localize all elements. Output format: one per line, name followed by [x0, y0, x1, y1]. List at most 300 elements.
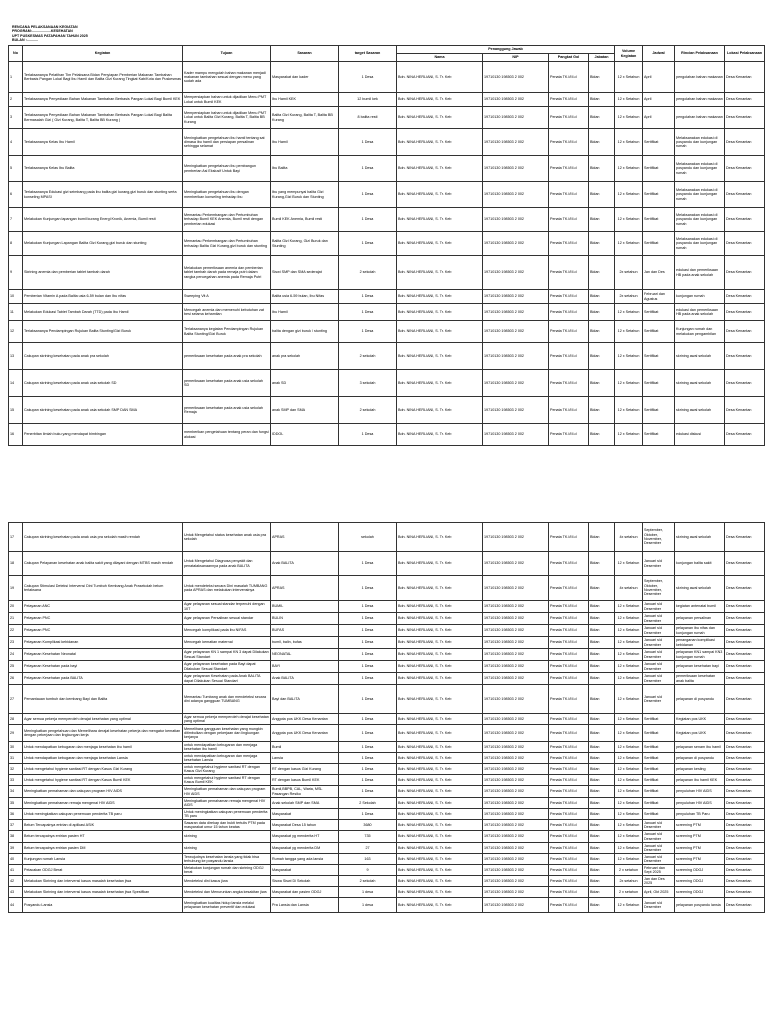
cell-kegiatan: Belum tercapainya entrian pasien DM [23, 843, 183, 854]
cell-no: 9 [9, 256, 23, 290]
cell-rincian: skrining awal sekolah [675, 523, 725, 552]
cell-no: 39 [9, 843, 23, 854]
cell-rincian: pelayanan KN1 sampai KN3 kunjungan rumah [675, 649, 725, 661]
cell-rincian: penyuluhan HIV AIDS [675, 798, 725, 809]
cell-jadwal: Januari s/d Desember [643, 601, 675, 613]
cell-target: 1 Desa [339, 232, 397, 256]
table-row [9, 62, 765, 93]
cell-nama: Bdn. NINA HERLIANI, S. Tr. Keb [397, 613, 483, 625]
cell-jadwal: Sertifikat [643, 304, 675, 321]
cell-nip: 19710130 198503 2 002 [483, 613, 549, 625]
cell-volume: 12 x Setahun [615, 753, 643, 764]
cell-jabatan: Bidan [589, 742, 615, 753]
cell-target: 2 sekolah [339, 397, 397, 424]
cell-jadwal: Januari s/d Desember [643, 843, 675, 854]
cell-tujuan: Kader mampu mengolah bahan makanan menjadi makanan tambahan sesuai dengan menu yang sudah ada [183, 62, 271, 93]
cell-kegiatan: Untuk mengetahui hygiene sanitasi RT dengan Kasus Bumil KEK [23, 775, 183, 786]
cell-tujuan: untuk mengetahui hygiene sanitasi RT dengan Kasus Gizi Kurang [183, 764, 271, 775]
cell-nip: 19710130 198503 2 002 [483, 775, 549, 786]
cell-target: 1 Desa [339, 156, 397, 182]
cell-jadwal: Sertifikat [643, 764, 675, 775]
table-row [9, 523, 765, 552]
cell-jadwal: Sertifikat [643, 208, 675, 232]
table-row [9, 649, 765, 661]
cell-rincian: Melaksanakan edukasi di posyandu dan kunjungan rumah [675, 208, 725, 232]
cell-kegiatan: Cakupan Pelayanan kesehatan anak balita sakit yang dilayani dengan MTBS masih rendah [23, 552, 183, 576]
cell-nip: 19710130 198503 2 002 [483, 649, 549, 661]
cell-sasaran: Anak BALITA [271, 673, 339, 685]
cell-no: 23 [9, 637, 23, 649]
cell-lokasi: Desa Kenantan [725, 290, 765, 304]
cell-target: 735 [339, 831, 397, 843]
cell-tujuan: Melakukan pemeriksaan anemia dan pemberian tablet tambah darah pada remaja putri dalam rangka pencegahan anemia pada Remaja Putri [183, 256, 271, 290]
cell-volume: 4x setahun [615, 576, 643, 601]
cell-sasaran: Pra Lansia dan Lansia [271, 898, 339, 913]
cell-pangkat: Penata TK.I/III.d [549, 831, 589, 843]
cell-no: 29 [9, 725, 23, 742]
cell-no: 40 [9, 854, 23, 865]
col-tujuan: Tujuan [183, 46, 271, 62]
cell-rincian: pemeriksaan kesehatan anak balita [675, 673, 725, 685]
cell-jadwal: April [643, 62, 675, 93]
cell-lokasi: Desa Kenantan [725, 601, 765, 613]
cell-jadwal: Januari s/d Desember [643, 898, 675, 913]
cell-kegiatan: Cakupan Stimulasi Deteksi Intervensi Dini Tumbuh Kembang Anak Prasekolah belum terlaksana [23, 576, 183, 601]
cell-jabatan: Bidan [589, 256, 615, 290]
cell-target: 1 Desa [339, 321, 397, 343]
cell-rincian: pengolahan bahan makanan [675, 93, 725, 107]
cell-kegiatan: Terlaksananya Pendampingan Rujukan Balita Stunting/Gizi Buruk [23, 321, 183, 343]
col-kegiatan: Kegiatan [23, 46, 183, 62]
cell-jabatan: Bidan [589, 865, 615, 876]
cell-pangkat: Penata TK.I/III.d [549, 156, 589, 182]
col-target: target Sasaran [339, 46, 397, 62]
cell-jadwal: Sertifikat [643, 725, 675, 742]
cell-sasaran: Balita Gizi Kurang, Balita T, Balita BB Kurang [271, 107, 339, 129]
cell-jadwal: Januari s/d Desember [643, 649, 675, 661]
cell-pangkat: Penata TK.I/III.d [549, 424, 589, 446]
document-header [12, 25, 88, 43]
cell-nama: Bdn. NINA HERLIANI, S. Tr. Keb [397, 625, 483, 637]
cell-nama: Bdn. NINA HERLIANI, S. Tr. Keb [397, 256, 483, 290]
cell-jabatan: Bidan [589, 93, 615, 107]
cell-pangkat: Penata TK.I/III.d [549, 742, 589, 753]
cell-lokasi: Desa Kenantan [725, 876, 765, 887]
cell-jabatan: Bidan [589, 129, 615, 156]
cell-nip: 19710130 198503 2 002 [483, 854, 549, 865]
cell-target: 1 Desa [339, 601, 397, 613]
cell-nama: Bdn. NINA HERLIANI, S. Tr. Keb [397, 232, 483, 256]
cell-volume: 12 x Setahun [615, 898, 643, 913]
cell-target: 1 Desa [339, 786, 397, 798]
cell-target: 2 sekolah [339, 343, 397, 370]
cell-volume: 12 x Setahun [615, 613, 643, 625]
cell-target: 1 Desa [339, 290, 397, 304]
cell-tujuan: Agar pelayanan Persalinan sesuai standar [183, 613, 271, 625]
cell-tujuan: Sweeping Vit A [183, 290, 271, 304]
cell-volume: 2 x setahun [615, 865, 643, 876]
cell-nama: Bdn. NINA HERLIANI, S. Tr. Keb [397, 865, 483, 876]
cell-rincian: pelayanan senam ibu hamil [675, 742, 725, 753]
cell-kegiatan: Terlaksananya Penyediaan Bahan Makanan Tambahan Berbasis Pangan Lokal Bagi Balita Bermasalah Gizi ( Gizi Kurang, Balita T, Balita BB Kurang ) [23, 107, 183, 129]
cell-pangkat: Penata TK.I/III.d [549, 865, 589, 876]
cell-jabatan: Bidan [589, 714, 615, 725]
cell-kegiatan: Meningkatkan pemahaman remaja mengenai HIV AIDS [23, 798, 183, 809]
cell-kegiatan: Pelayanan PNC [23, 613, 183, 625]
cell-nip: 19710130 198503 2 002 [483, 742, 549, 753]
cell-nip: 19710130 198503 2 002 [483, 898, 549, 913]
cell-lokasi: Desa Kenantan [725, 625, 765, 637]
cell-pangkat: Penata TK.I/III.d [549, 304, 589, 321]
cell-kegiatan: Untuk meningkatkan cakupan penemuan penderita TB paru [23, 809, 183, 820]
cell-jabatan: Bidan [589, 843, 615, 854]
cell-target: 8 balita resti [339, 107, 397, 129]
cell-rincian: screening PTM [675, 854, 725, 865]
cell-target: 1 Desa [339, 576, 397, 601]
cell-sasaran: RT dengan kasus Bumil KEK [271, 775, 339, 786]
cell-tujuan: Terlaksananya kegiatan Pendampingan Rujukan Balita Stunting/Gizi Buruk [183, 321, 271, 343]
cell-no: 1 [9, 62, 23, 93]
cell-no: 18 [9, 552, 23, 576]
cell-pangkat: Penata TK.I/III.d [549, 887, 589, 898]
cell-nip: 19710130 198503 2 002 [483, 107, 549, 129]
cell-nip: 19710130 198503 2 002 [483, 798, 549, 809]
table-row [9, 290, 765, 304]
cell-jadwal: April [643, 107, 675, 129]
cell-nama: Bdn. NINA HERLIANI, S. Tr. Keb [397, 129, 483, 156]
cell-rincian: screening ODGJ [675, 865, 725, 876]
cell-jabatan: Bidan [589, 685, 615, 714]
cell-nip: 19710130 198503 2 002 [483, 843, 549, 854]
cell-rincian: pelayanan kesling [675, 764, 725, 775]
cell-lokasi: Desa Kenantan [725, 343, 765, 370]
cell-nama: Bdn. NINA HERLIANI, S. Tr. Keb [397, 208, 483, 232]
cell-sasaran: APRAS [271, 576, 339, 601]
cell-rincian: screening PTM [675, 843, 725, 854]
cell-jadwal: Januari s/d Desember [643, 613, 675, 625]
cell-volume: 2x setahun [615, 876, 643, 887]
cell-rincian: screening PTM [675, 831, 725, 843]
cell-pangkat: Penata TK.I/III.d [549, 232, 589, 256]
cell-tujuan: Memantau Tumbang anak dan mendeteksi secara dini adanya gangguan TUMBANG [183, 685, 271, 714]
cell-volume: 12 x Setahun [615, 182, 643, 208]
cell-lokasi: Desa Kenantan [725, 820, 765, 831]
cell-volume: 12 x Setahun [615, 343, 643, 370]
cell-target: 1 Desa [339, 685, 397, 714]
cell-lokasi: Desa Kenantan [725, 887, 765, 898]
table-row [9, 552, 765, 576]
table-row [9, 208, 765, 232]
cell-jadwal: Jan dan Des 2025 [643, 876, 675, 887]
header-title: RENCANA PELAKSANAAN KEGIATAN [12, 25, 78, 29]
cell-lokasi: Desa Kenantan [725, 854, 765, 865]
cell-volume: 2x setahun [615, 290, 643, 304]
cell-jadwal: Sertifikat [643, 786, 675, 798]
cell-sasaran: APRAS [271, 523, 339, 552]
cell-nama: Bdn. NINA HERLIANI, S. Tr. Keb [397, 649, 483, 661]
table-row [9, 129, 765, 156]
cell-volume: 12 x Setahun [615, 725, 643, 742]
header-program: PROGRAM:...................KESEHATAN [12, 29, 73, 34]
cell-pangkat: Penata TK.I/III.d [549, 625, 589, 637]
table-row [9, 714, 765, 725]
cell-pangkat: Penata TK.I/III.d [549, 764, 589, 775]
table-row [9, 304, 765, 321]
cell-volume: 12 x Setahun [615, 232, 643, 256]
cell-jadwal: Januari s/d Desember [643, 854, 675, 865]
cell-jadwal: Sertifikat [643, 129, 675, 156]
cell-target: 2 sekolah [339, 876, 397, 887]
cell-nip: 19710130 198503 2 002 [483, 290, 549, 304]
cell-sasaran: Balita Gizi Kurang, Gizi Buruk dan Stunting [271, 232, 339, 256]
cell-pangkat: Penata TK.I/III.d [549, 397, 589, 424]
cell-pangkat: Penata TK.I/III.d [549, 673, 589, 685]
cell-nip: 19710130 198503 2 002 [483, 576, 549, 601]
cell-jabatan: Bidan [589, 182, 615, 208]
cell-tujuan: Meningkatkan pengetahuan ibu hamil tentang sat dimasa ibu hamil dan persiapan persalinan sehingga selamat [183, 129, 271, 156]
cell-sasaran: NEONATAL [271, 649, 339, 661]
cell-target: 1 Desa [339, 661, 397, 673]
cell-rincian: screening PTM [675, 820, 725, 831]
cell-pangkat: Penata TK.I/III.d [549, 107, 589, 129]
cell-nip: 19710130 198503 2 002 [483, 304, 549, 321]
cell-no: 22 [9, 625, 23, 637]
cell-sasaran: Masyarakat yg menderita HT [271, 831, 339, 843]
cell-rincian: screening ODGJ [675, 876, 725, 887]
cell-lokasi: Desa Kenantan [725, 742, 765, 753]
table-row [9, 685, 765, 714]
cell-lokasi: Desa Kenantan [725, 370, 765, 397]
cell-jadwal: September, Oktober, November, Desember [643, 576, 675, 601]
cell-jadwal: Sertifikat [643, 714, 675, 725]
table-row [9, 843, 765, 854]
cell-target: 1 Desa [339, 809, 397, 820]
cell-rincian: pelayanan ibu hamil KEK [675, 775, 725, 786]
cell-kegiatan: Meningkatkan pemahaman dan cakupan program HIV AIDS [23, 786, 183, 798]
cell-pangkat: Penata TK.I/III.d [549, 370, 589, 397]
cell-kegiatan: Pelayanan PNC [23, 625, 183, 637]
cell-jabatan: Bidan [589, 820, 615, 831]
cell-nip: 19710130 198503 2 002 [483, 725, 549, 742]
table-row [9, 725, 765, 742]
cell-volume: 12 x Setahun [615, 786, 643, 798]
cell-nip: 19710130 198503 2 002 [483, 764, 549, 775]
cell-kegiatan: Melakukan Edukasi Tablet Tambah Darah (TTD) pada Ibu Hamil [23, 304, 183, 321]
cell-sasaran: BUFAS [271, 625, 339, 637]
cell-tujuan: skrining [183, 843, 271, 854]
cell-kegiatan: Untuk mendapatkan kebugaran dan menjaga kesehatan Lansia [23, 753, 183, 764]
table-row [9, 156, 765, 182]
cell-volume: 12 x Setahun [615, 714, 643, 725]
cell-rincian: penanganan komplikasi kebidanan [675, 637, 725, 649]
cell-rincian: Kunjungan rumah dan melakukan pengambilan [675, 321, 725, 343]
cell-pangkat: Penata TK.I/III.d [549, 256, 589, 290]
cell-jabatan: Bidan [589, 764, 615, 775]
cell-no: 24 [9, 649, 23, 661]
cell-kegiatan: Pemberian Vitamin A pada Balita usia 6-59 bulan dan Ibu nifas [23, 290, 183, 304]
cell-sasaran: bumil, balin, bufas [271, 637, 339, 649]
cell-kegiatan: Terlaksananya Kelas Ibu Balita [23, 156, 183, 182]
cell-volume: 12 x Setahun [615, 625, 643, 637]
cell-sasaran: Masyarakat [271, 865, 339, 876]
cell-tujuan: Mempersiapkan bahan untuk dijadikan Menu PMT Lokal untuk Balita Gizi Kurang, Balita T, Balita BB Kurang [183, 107, 271, 129]
cell-rincian: skrining awal sekolah [675, 397, 725, 424]
cell-volume: 12 x Setahun [615, 129, 643, 156]
cell-volume: 12 x Setahun [615, 93, 643, 107]
cell-no: 37 [9, 820, 23, 831]
cell-sasaran: Ibu Hamil KEK [271, 93, 339, 107]
cell-no: 7 [9, 208, 23, 232]
cell-nip: 19710130 198503 2 002 [483, 601, 549, 613]
cell-target: 1 Desa [339, 775, 397, 786]
cell-jabatan: Bidan [589, 876, 615, 887]
cell-kegiatan: Pelayanan Komplikasi kebidanan [23, 637, 183, 649]
cell-jabatan: Bidan [589, 576, 615, 601]
cell-kegiatan: Terlaksananya Edukasi gizi seimbang pada ibu balita gizi kurang,gizi buruk dan stunting serta konseling MPASI [23, 182, 183, 208]
cell-sasaran: anak SMP dan SMA [271, 397, 339, 424]
cell-volume: 12 x Setahun [615, 843, 643, 854]
cell-pangkat: Penata TK.I/III.d [549, 343, 589, 370]
cell-target: 9 [339, 865, 397, 876]
cell-tujuan: pemeriksaan kesehatan pada anak pra sekolah [183, 343, 271, 370]
cell-sasaran: Masyarakat dan kader [271, 62, 339, 93]
cell-target: 1 Desa [339, 649, 397, 661]
cell-nip: 19710130 198503 2 002 [483, 673, 549, 685]
cell-nama: Bdn. NINA HERLIANI, S. Tr. Keb [397, 290, 483, 304]
cell-sasaran: Ibu yang mempunyai balita Gizi Kurang,Gizi Buruk dan Stunting [271, 182, 339, 208]
cell-no: 13 [9, 343, 23, 370]
cell-tujuan: Mempersiapkan bahan untuk dijadikan Menu PMT Lokal untuk Bumil KEK [183, 93, 271, 107]
cell-volume: 12 x Setahun [615, 854, 643, 865]
cell-no: 35 [9, 798, 23, 809]
cell-jadwal: Februari dan Agustus [643, 290, 675, 304]
cell-jabatan: Bidan [589, 786, 615, 798]
cell-jadwal: Sertifikat [643, 397, 675, 424]
cell-tujuan: Agar pelayanan KN 1 sampai KN 3 dapat Dilakukan Sesuai Standart [184, 650, 269, 659]
cell-nama: Bdn. NINA HERLIANI, S. Tr. Keb [397, 714, 483, 725]
cell-kegiatan: Pemantauan tumbuh dan kembang Bayi dan Balita [23, 685, 183, 714]
cell-kegiatan: Pelayanan Kesehatan pada BALITA [23, 673, 183, 685]
table-row [9, 887, 765, 898]
cell-nama: Bdn. NINA HERLIANI, S. Tr. Keb [397, 637, 483, 649]
cell-pangkat: Penata TK.I/III.d [549, 208, 589, 232]
cell-jabatan: Bidan [589, 753, 615, 764]
cell-pangkat: Penata TK.I/III.d [549, 798, 589, 809]
cell-volume: 12 x Setahun [615, 156, 643, 182]
cell-tujuan: memberikan pengetahuan tentang peran dan fungsi alokasi [183, 424, 271, 446]
cell-nama: Bdn. NINA HERLIANI, S. Tr. Keb [397, 523, 483, 552]
cell-jabatan: Bidan [589, 725, 615, 742]
table-row [9, 182, 765, 208]
col-jabatan: Jabatan [589, 54, 615, 62]
table-row [9, 637, 765, 649]
cell-nama: Bdn. NINA HERLIANI, S. Tr. Keb [397, 552, 483, 576]
activity-table-1 [8, 45, 765, 446]
cell-kegiatan: Melakukan Skrining dan intervensi kasus masalah kesehatan jiwa [23, 876, 183, 887]
cell-jabatan: Bidan [589, 232, 615, 256]
cell-rincian: edukasi dan pemeriksaan HB pada anak sekolah [675, 256, 725, 290]
cell-pangkat: Penata TK.I/III.d [549, 62, 589, 93]
cell-volume: 12 x Setahun [615, 673, 643, 685]
cell-target: 2 sekolah [339, 256, 397, 290]
cell-pangkat: Penata TK.I/III.d [549, 182, 589, 208]
cell-jabatan: Bidan [589, 809, 615, 820]
cell-nip: 19710130 198503 2 002 [483, 208, 549, 232]
cell-lokasi: Desa Kenantan [725, 107, 765, 129]
cell-no: 14 [9, 370, 23, 397]
cell-target: 1 Desa [339, 673, 397, 685]
cell-nama: Bdn. NINA HERLIANI, S. Tr. Keb [397, 742, 483, 753]
cell-kegiatan: Cakupan skrining kesehatan pada anak usia pra sekolah masih rendah [23, 523, 183, 552]
cell-lokasi: Desa Kenantan [725, 865, 765, 876]
cell-nip: 19710130 198503 2 002 [483, 876, 549, 887]
cell-no: 6 [9, 182, 23, 208]
cell-lokasi: Desa Kenantan [725, 798, 765, 809]
table-row [9, 798, 765, 809]
cell-kegiatan: Skrining anemia dan pemberian tablet tambah darah [23, 256, 183, 290]
cell-nip: 19710130 198503 2 002 [483, 714, 549, 725]
cell-jabatan: Bidan [589, 370, 615, 397]
cell-jadwal: Januari s/d Desember [643, 685, 675, 714]
cell-kegiatan: Pelayanan Kesehatan pada bayi [23, 661, 183, 673]
cell-nama: Bdn. NINA HERLIANI, S. Tr. Keb [397, 397, 483, 424]
cell-rincian: Melaksanakan edukasi di posyandu dan kunjungan rumah [675, 156, 725, 182]
cell-nama: Bdn. NINA HERLIANI, S. Tr. Keb [397, 798, 483, 809]
cell-jadwal: Januari s/d Desember [643, 637, 675, 649]
cell-nama: Bdn. NINA HERLIANI, S. Tr. Keb [397, 725, 483, 742]
cell-jabatan: Bidan [589, 156, 615, 182]
cell-jabatan: Bidan [589, 775, 615, 786]
cell-pangkat: Penata TK.I/III.d [549, 637, 589, 649]
cell-pangkat: Penata TK.I/III.d [549, 786, 589, 798]
cell-lokasi: Desa Kenantan [725, 256, 765, 290]
cell-lokasi: Desa Kenantan [725, 898, 765, 913]
cell-target: 1 desa [339, 898, 397, 913]
header-row-top [9, 46, 765, 54]
cell-nip: 19710130 198503 2 002 [483, 397, 549, 424]
cell-no: 17 [9, 523, 23, 552]
cell-tujuan: pemeriksaan kesehatan pada anak usia sekolah SD [183, 370, 271, 397]
cell-lokasi: Desa Kenantan [725, 62, 765, 93]
cell-lokasi: Desa Kenantan [725, 523, 765, 552]
cell-nama: Bdn. NINA HERLIANI, S. Tr. Keb [397, 93, 483, 107]
cell-no: 19 [9, 576, 23, 601]
table-row [9, 876, 765, 887]
cell-no: 5 [9, 156, 23, 182]
cell-tujuan: Untuk Mengetahui status kesehatan anak usia pra sekolah [183, 523, 271, 552]
cell-no: 26 [9, 673, 23, 685]
cell-volume: 2 x setahun [615, 887, 643, 898]
cell-target: 1 Desa [339, 764, 397, 775]
cell-rincian: pelayanan persalinan [675, 613, 725, 625]
cell-target: 27 [339, 843, 397, 854]
cell-kegiatan: Kunjungan rumah Lansia [23, 854, 183, 865]
cell-nama: Bdn. NINA HERLIANI, S. Tr. Keb [397, 673, 483, 685]
cell-volume: 12 x Setahun [615, 62, 643, 93]
cell-nip: 19710130 198503 2 002 [483, 865, 549, 876]
cell-target: 1 desa [339, 887, 397, 898]
cell-jadwal: Sertifikat [643, 182, 675, 208]
cell-jadwal: Januari s/d Desember [643, 831, 675, 843]
cell-no: 21 [9, 613, 23, 625]
cell-nip: 19710130 198503 2 002 [483, 256, 549, 290]
cell-jadwal: Sertifikat [643, 156, 675, 182]
cell-sasaran: Siswi SMP dan SMA sederajat [271, 256, 339, 290]
cell-no: 8 [9, 232, 23, 256]
cell-kegiatan: Cakupan skrining kesehatan pada anak usia sekolah SMP DAN SMA [23, 397, 183, 424]
cell-tujuan: untuk mengetahui hygiene sanitasi RT dengan Kasus Bumil KEK [183, 775, 271, 786]
cell-jabatan: Bidan [589, 343, 615, 370]
